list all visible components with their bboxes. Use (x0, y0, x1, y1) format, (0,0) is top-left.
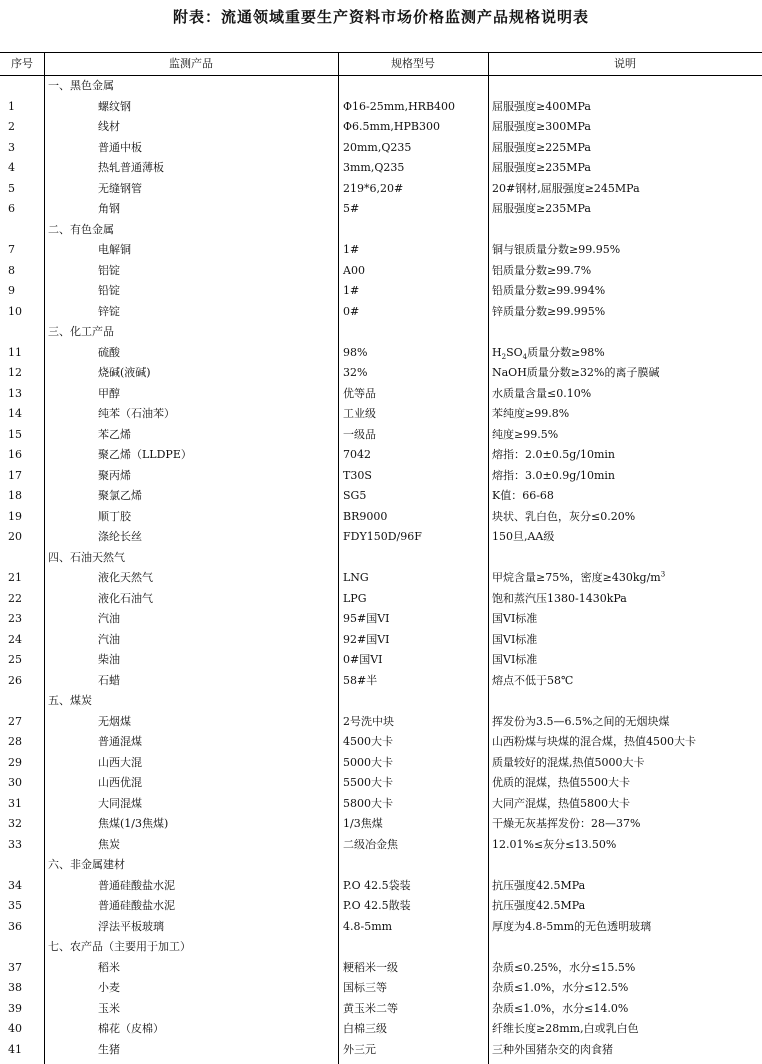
header-spec: 规格型号 (391, 57, 435, 70)
page-title: 附表：流通领域重要生产资料市场价格监测产品规格说明表 (172, 8, 589, 26)
spec-model: Φ6.5mm,HPB300 (343, 120, 440, 133)
description: 熔点不低于58℃ (492, 673, 574, 687)
table-row (0, 999, 762, 1020)
product-name: 柴油 (98, 653, 120, 666)
row-number: 26 (8, 673, 22, 687)
category-row (0, 855, 762, 876)
description: 屈服强度≥235MPa (492, 202, 591, 215)
category-name: 四、石油天然气 (48, 550, 125, 564)
row-number: 29 (8, 755, 22, 769)
spec-model: 58#半 (343, 673, 378, 687)
spec-model: 1# (343, 243, 360, 256)
product-name: 聚乙烯（LLDPE） (98, 448, 192, 461)
row-number: 8 (8, 263, 15, 277)
description: 厚度为4.8-5mm的无色透明玻璃 (492, 919, 652, 933)
product-name: 热轧普通薄板 (98, 161, 164, 174)
product-name: 聚氯乙烯 (98, 489, 142, 502)
spec-model: Φ16-25mm,HRB400 (343, 99, 456, 113)
product-name: 无缝钢管 (98, 181, 142, 195)
product-name: 铅锭 (98, 284, 120, 297)
product-name: 稻米 (98, 960, 120, 974)
row-number: 5 (8, 181, 15, 195)
description: 铅质量分数≥99.994% (492, 284, 606, 297)
spec-model: 20mm,Q235 (343, 140, 412, 154)
description: 纤维长度≥28mm,白或乳白色 (492, 1022, 639, 1035)
spec-model: A00 (343, 263, 365, 277)
table-row (0, 773, 762, 794)
table-row (0, 363, 762, 384)
description: 铜与银质量分数≥99.95% (492, 243, 621, 256)
description: 质量较好的混煤,热值5000大卡 (492, 755, 645, 769)
description: 150旦,AA级 (492, 530, 555, 543)
spec-model: 2号洗中块 (343, 714, 394, 728)
row-number: 38 (8, 981, 22, 994)
description: 国VI标准 (492, 653, 538, 666)
spec-model: T30S (343, 468, 372, 482)
product-name: 山西大混 (98, 755, 142, 769)
description: 山西粉煤与块煤的混合煤，热值4500大卡 (492, 735, 696, 748)
row-number: 32 (8, 817, 22, 830)
table-row (0, 466, 762, 487)
row-number: 15 (8, 427, 22, 441)
description: 20#钢材,屈服强度≥245MPa (492, 181, 640, 195)
spec-model: 1/3焦煤 (343, 817, 383, 830)
table-row (0, 425, 762, 446)
table-row (0, 671, 762, 692)
row-number: 19 (8, 509, 22, 523)
product-name: 硫酸 (98, 345, 120, 359)
product-name: 电解铜 (98, 243, 131, 256)
product-name: 角钢 (98, 202, 120, 215)
product-name: 棉花（皮棉） (98, 1022, 164, 1035)
table-row (0, 507, 762, 528)
row-number: 21 (8, 571, 22, 584)
spec-model: 1# (343, 284, 360, 297)
table-row (0, 179, 762, 200)
row-number: 35 (8, 899, 22, 912)
product-name: 普通中板 (98, 140, 142, 154)
description: 甲烷含量≥75%，密度$\ge 430kg/m^3$ (492, 570, 666, 584)
description: $H_2SO_4$质量分数≥98% (492, 345, 605, 361)
table-row (0, 732, 762, 753)
description: NaOH质量分数≥32%的离子膜碱 (492, 366, 660, 379)
spec-model: 4.8-5mm (343, 919, 393, 933)
description: 抗压强度42.5MPa (492, 878, 586, 892)
product-name: 汽油 (98, 612, 120, 625)
table-row (0, 568, 762, 589)
description: 纯度≥99.5% (492, 427, 559, 441)
description: 熔指：2.0±0.5g/10min (492, 448, 615, 461)
row-number: 25 (8, 653, 22, 666)
spec-model: 二级冶金焦 (343, 837, 398, 851)
description: 国VI标准 (492, 632, 538, 646)
product-name: 普通硅酸盐水泥 (98, 899, 175, 912)
row-number: 12 (8, 366, 22, 379)
product-name: 纯苯（石油苯） (98, 407, 175, 420)
table-row (0, 794, 762, 815)
table-row (0, 261, 762, 282)
table-row (0, 199, 762, 220)
table-row (0, 917, 762, 938)
table-row (0, 404, 762, 425)
row-number: 24 (8, 632, 22, 646)
spec-model: 5# (343, 202, 360, 215)
spec-model: 5500大卡 (343, 776, 393, 789)
spec-model: 0#国VI (343, 653, 383, 666)
table-row (0, 753, 762, 774)
category-name: 六、非金属建材 (48, 858, 125, 871)
table-row (0, 896, 762, 917)
spec-model: P.O 42.5散装 (343, 899, 411, 912)
table-row (0, 302, 762, 323)
spec-model: 优等品 (343, 386, 376, 400)
table-row (0, 630, 762, 651)
description: 杂质≤1.0%，水分≤12.5% (492, 981, 629, 994)
table-row (0, 978, 762, 999)
description: 国VI标准 (492, 612, 538, 625)
product-name: 玉米 (98, 1001, 120, 1015)
spec-model: 0# (343, 304, 360, 318)
description: 屈服强度≥235MPa (492, 161, 591, 174)
spec-model: P.O 42.5袋装 (343, 878, 411, 892)
product-name: 锌锭 (98, 304, 120, 318)
row-number: 4 (8, 161, 15, 174)
row-number: 37 (8, 960, 22, 974)
product-name: 山西优混 (98, 776, 142, 789)
spec-model: 一级品 (343, 427, 376, 441)
description: 12.01%≤灰分≤13.50% (492, 837, 617, 851)
description: 干燥无灰基挥发份：28—37% (492, 817, 641, 830)
description: 铝质量分数≥99.7% (492, 263, 592, 277)
header-product: 监测产品 (169, 57, 213, 70)
table-row (0, 445, 762, 466)
product-name: 汽油 (98, 632, 120, 646)
product-name: 焦炭 (98, 837, 120, 851)
category-name: 五、煤炭 (48, 694, 92, 707)
spec-model: FDY150D/96F (343, 530, 422, 543)
description: 屈服强度≥400MPa (492, 99, 591, 113)
category-name: 七、农产品（主要用于加工） (48, 940, 191, 953)
description: K值：66-68 (492, 489, 554, 502)
row-number: 40 (8, 1022, 22, 1035)
table-row (0, 958, 762, 979)
spec-model: 粳稻米一级 (343, 960, 398, 974)
spec-model: 外三元 (343, 1042, 376, 1056)
description: 杂质≤1.0%，水分≤14.0% (492, 1001, 629, 1015)
category-row (0, 691, 762, 712)
category-name: 一、黑色金属 (48, 79, 114, 92)
row-number: 14 (8, 407, 22, 420)
spec-model: 黄玉米二等 (343, 1001, 398, 1015)
table-row (0, 609, 762, 630)
category-row (0, 548, 762, 569)
row-number: 3 (8, 140, 15, 154)
spec-model: 5800大卡 (343, 796, 393, 810)
product-name: 涤纶长丝 (98, 530, 142, 543)
category-row (0, 322, 762, 343)
description: 锌质量分数≥99.995% (492, 304, 606, 318)
table-row (0, 712, 762, 733)
product-name: 线材 (98, 120, 120, 133)
product-name: 液化天然气 (98, 571, 153, 584)
table-row (0, 384, 762, 405)
product-name: 小麦 (98, 981, 120, 994)
product-name: 普通硅酸盐水泥 (98, 878, 175, 892)
description: 水质量含量≤0.10% (492, 386, 592, 400)
description: 屈服强度≥225MPa (492, 140, 591, 154)
row-number: 2 (8, 120, 15, 133)
table-row (0, 486, 762, 507)
product-name: 苯乙烯 (98, 427, 131, 441)
category-name: 三、化工产品 (48, 325, 114, 338)
row-number: 13 (8, 386, 22, 400)
product-name: 普通混煤 (98, 735, 142, 748)
table-row (0, 281, 762, 302)
spec-model: 5000大卡 (343, 755, 393, 769)
spec-model: 219*6,20# (343, 181, 404, 195)
spec-model: 92#国VI (343, 632, 390, 646)
category-name: 二、有色金属 (48, 222, 114, 236)
product-name: 无烟煤 (98, 714, 131, 728)
row-number: 30 (8, 776, 22, 789)
product-name: 焦煤(1/3焦煤) (98, 817, 169, 830)
product-name: 螺纹钢 (98, 99, 131, 113)
spec-model: 白棉三级 (343, 1022, 387, 1035)
product-name: 大同混煤 (98, 796, 142, 810)
table-row (0, 240, 762, 261)
spec-model: 32% (343, 366, 368, 379)
spec-model: 3mm,Q235 (343, 161, 405, 174)
category-row (0, 76, 762, 97)
row-number: 11 (8, 345, 22, 359)
spec-model: 98% (343, 345, 368, 359)
product-name: 烧碱(液碱) (98, 366, 151, 379)
product-name: 顺丁胶 (98, 509, 131, 523)
product-name: 聚丙烯 (98, 468, 131, 482)
row-number: 36 (8, 919, 22, 933)
description: 优质的混煤，热值5500大卡 (492, 776, 630, 789)
row-number: 9 (8, 284, 15, 297)
table-row (0, 1019, 762, 1040)
description: 大同产混煤，热值5800大卡 (492, 796, 630, 810)
row-number: 6 (8, 202, 15, 215)
row-number: 16 (8, 448, 22, 461)
table-row (0, 527, 762, 548)
row-number: 22 (8, 591, 22, 605)
row-number: 41 (8, 1042, 22, 1056)
table-row (0, 650, 762, 671)
description: 抗压强度42.5MPa (492, 899, 586, 912)
description: 挥发份为3.5—6.5%之间的无烟块煤 (492, 714, 670, 728)
row-number: 33 (8, 837, 22, 851)
spec-model: 工业级 (343, 407, 376, 420)
product-name: 浮法平板玻璃 (98, 919, 164, 933)
row-number: 27 (8, 714, 22, 728)
table-row (0, 1040, 762, 1061)
row-number: 18 (8, 489, 22, 502)
product-name: 铝锭 (98, 263, 120, 277)
row-number: 20 (8, 530, 22, 543)
category-row (0, 220, 762, 241)
table-row (0, 814, 762, 835)
product-name: 生猪 (98, 1042, 120, 1056)
row-number: 31 (8, 796, 22, 810)
header-desc: 说明 (614, 57, 636, 70)
product-name: 石蜡 (98, 673, 120, 687)
description: 饱和蒸汽压1380-1430kPa (492, 591, 627, 605)
spec-model: LNG (343, 571, 369, 584)
spec-model: 7042 (343, 448, 371, 461)
table-row (0, 117, 762, 138)
row-number: 28 (8, 735, 22, 748)
table-row (0, 589, 762, 610)
description: 苯纯度≥99.8% (492, 407, 570, 420)
spec-model: BR9000 (343, 509, 388, 523)
table-row (0, 343, 762, 364)
row-number: 10 (8, 304, 22, 318)
table-row (0, 158, 762, 179)
table-row (0, 97, 762, 118)
row-number: 23 (8, 612, 22, 625)
description: 块状、乳白色，灰分≤0.20% (492, 509, 636, 523)
row-number: 17 (8, 468, 22, 482)
description: 屈服强度≥300MPa (492, 120, 591, 133)
table-row (0, 876, 762, 897)
product-name: 液化石油气 (98, 591, 153, 605)
table-row (0, 835, 762, 856)
spec-model: LPG (343, 591, 367, 605)
table-row (0, 138, 762, 159)
row-number: 1 (8, 99, 15, 113)
description: 三种外国猪杂交的肉食猪 (492, 1042, 613, 1056)
spec-model: 国标三等 (343, 981, 387, 994)
spec-model: SG5 (343, 489, 367, 502)
row-number: 39 (8, 1001, 22, 1015)
row-number: 34 (8, 878, 22, 892)
header-no: 序号 (11, 57, 33, 70)
spec-model: 4500大卡 (343, 735, 393, 748)
category-row (0, 937, 762, 958)
description: 杂质≤0.25%，水分≤15.5% (492, 960, 636, 974)
spec-model: 95#国VI (343, 612, 390, 625)
row-number: 7 (8, 243, 15, 256)
description: 熔指：3.0±0.9g/10min (492, 468, 615, 482)
product-name: 甲醇 (98, 386, 120, 400)
